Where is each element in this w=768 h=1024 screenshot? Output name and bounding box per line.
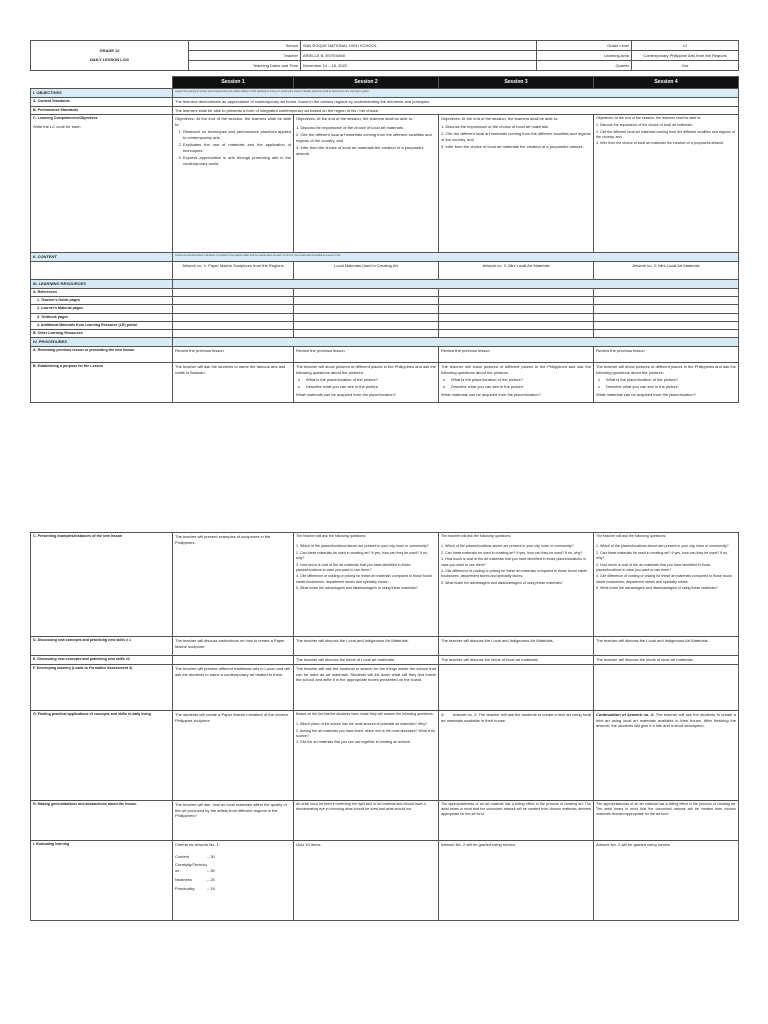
references-label: A. References [31,288,173,296]
list-item: ● Describe what you can see in the picture. [451,384,591,390]
competencies-s1-intro: Objectives: At the end of the session, the learners shall be able to: [175,116,291,128]
procedure-a-s2: Review the previous lesson [294,347,439,363]
list-item: 5. What is/are the advantage/s and disadvantage/s of using these materials? [596,586,718,591]
list-item: 2. Explicates the use of materials and the application of techniques. [183,142,291,154]
competencies-label-cell [31,115,173,253]
dates-value: November 14 – 18, 2022 [301,61,537,71]
procedure-i-s4: Artwork No. 2 will be graded using rubrics. [594,840,739,920]
procedure-g-s1: The students will create a Paper Mache miniature of the chosen Philippine sculpture. [173,710,294,800]
procedure-a-s4: Review the previous lesson [594,347,739,363]
criteria-name: Punctuality [175,885,195,891]
procedure-i-s1 [173,840,294,920]
competencies-s1 [173,115,294,253]
criteria-value: – 15 [207,885,215,891]
competencies-s4 [594,115,739,253]
list-item: 1. Which place of the school has the most amount of potential art materials? Why? [296,722,428,726]
content-note: Content is what the lesson is all about. It pertains to the subject matter that the teacher aims to teach. In the CG, the content can be tackled in a week or two. [173,253,739,262]
list-item: ● What is the place/location of the picture? [451,377,591,383]
list-item: 3. Cite the art materials that you can use together in creating an artwork. [296,740,412,745]
lesson-table-1 [30,76,739,403]
procedure-f-s1: The teacher will present different traditional arts in Luzon and will ask the students to name a contemporary art related to them. [173,664,294,710]
session-4-header: Session 4 [594,77,739,89]
procedure-h-s2: An artist must be keen in selecting the right kind of art material and should have a discriminating eye in choosing what should be used and what should not. [294,800,439,840]
list-marker: A. [441,711,445,717]
list-item: ● Describe what you can see in the picture. [306,384,436,390]
list-item: 2. Can these materials be used in creating art? If yes, how can they be used? If no, why? [596,550,729,560]
content-standards-label: A. Content Standards [31,97,173,106]
list-item: 3. How much is cost of the art materials that you have identified in those places/locations in case you want to use them? [596,562,711,572]
learning-area-label: Learning Area [537,51,632,61]
list-item: 3. Infer from the choice of local art materials the creation of a purposeful artwork. [296,145,424,157]
tg-pages-label: 1. Teacher's Guide pages [31,297,173,305]
procedure-f-label: F. Developing mastery (Leads to Formative Assessment 3) [31,664,173,710]
list-item: 1. Which of the places/locations above are present in your city, town or community? [296,544,429,549]
list-item: 1. Which of the places/locations above are present in your city, town or community? [596,544,729,549]
procedure-b-intro: The teacher will show pictures of different places in the Philippines and ask the following questions about the pictures: [596,364,736,375]
list-item: 2. Among the art materials you have listed, which one is the most abundant? What is its source? [296,728,436,738]
performance-standards-text: The learners shall be able to presents a form of integrated contemporary art based on the region of his / her choice. [173,106,739,115]
procedure-g-s2 [294,710,439,800]
list-item: 3. Express appreciation in arts through promoting arts in the contemporary world. [183,155,291,167]
procedure-b-intro: The teacher will show pictures of different places in the Philippines and ask the following questions about the pictures: [296,364,436,375]
objectives-note: support the learning of content and competencies and enable children to find significance and joy in learning the lessons. Weekly objectives shall be derived from the curriculum guides. [173,89,739,98]
competencies-s1-list [175,129,291,166]
school-value: SAN ROQUE NATIONAL HIGH SCHOOL [301,41,537,51]
criteria-value: – 30 [207,853,215,859]
dates-label: Teaching Dates and Time [189,61,301,71]
procedure-d-s2: The teacher will discuss the Local and Indigenous Art Materials. [294,637,439,656]
procedure-h-s1: The teacher will ask, how do local materials affect the quality of the art produced by the artists from different regions in the Philippines? [173,800,294,840]
procedure-c-label: C. Presenting examples/instances of the new lesson [31,533,173,637]
procedure-i-s2: Quiz 15 items [294,840,439,920]
procedure-b-s3 [439,363,594,403]
list-item: 3. How much is cost of the art materials that you have identified in those places/locations in case you want to use them? [296,562,411,572]
criteria-name: Creativity/Technique [175,862,207,874]
list-item: 2. Can these materials be used in creating art? If yes, how can they be used? If no, why? [441,550,583,555]
competencies-s4-intro: Objectives: At the end of the session, the learners shall be able to: [596,116,702,121]
grade-title: GRADE 12 [99,48,120,54]
criteria-value: – 30 [207,868,215,874]
content-s3: Artwork no. 2: Mini Local Art Materials [439,262,594,280]
procedure-g-s4 [594,710,739,800]
criteria-title: Criteria for Artwork No. 1: [175,841,220,847]
list-item: 3. Infer from the choice of local art materials the creation of a purposeful artwork. [596,141,725,146]
procedure-g-s4-text: The teacher will ask the students to create a mini art using local art materials available in their house. After finishing the artwork, the students will give it a title and a short description. [596,711,737,729]
procedure-h-s4: The appropriateness of an art material has a telling effect in the process of creating art. The artist bears in mind that the conceived artwork will be created from chosen materials deemed appropriate for the art form. [594,800,739,840]
session-3-header: Session 3 [439,77,594,89]
grade-level-value: 12 [632,41,739,51]
learning-area-value: Contemporary Philippine Arts from the Regions [632,51,739,61]
procedure-d-s3: The teacher will discuss the Local and Indigenous Art Materials. [439,637,594,656]
criteria-name: Neatness [175,876,192,882]
procedure-h-label: H. Making generalizations and abstractions about the lesson [31,800,173,840]
continuation-heading: Continuation of Artwork no. 2: [596,711,655,717]
list-item: ● Describe what you can see in the picture. [606,384,736,390]
content-s1: Artwork no. 1: Paper Mache Sculptures from the Regions [173,262,294,280]
procedure-i-label: I. Evaluating learning [31,840,173,920]
competencies-s3-intro: Objectives: At the end of the session, the learners shall be able to: [441,116,559,122]
session-header-row [31,77,739,89]
list-item: 2. Cite the different local art materials coming from the different localities and regions of the country, and [596,129,735,139]
procedure-b-q3: What materials can be acquired from the place/location? [441,391,541,397]
competencies-s3 [439,115,594,253]
procedure-c-intro: The teacher will ask the following questions: [296,534,367,538]
lesson-log-page-1 [30,40,738,403]
lesson-log-page-2 [30,532,738,921]
procedure-e-s4: The teacher will discuss the kinds of local art materials. [594,656,739,665]
log-title: DAILY LESSON LOG [90,57,129,62]
criteria-row [175,886,291,892]
teacher-label: Teacher [189,51,301,61]
content-s2: Local Materials Used in Creating Art [294,262,439,280]
competencies-s2 [294,115,439,253]
list-item: 4. Cite difference of costing or pricing for these art materials compared to those found inside bookstores, department stores and specialty stores. [296,574,432,584]
procedure-c-intro: The teacher will ask the following questions: [441,534,512,538]
list-item: 4. Cite difference of costing or pricing for these art materials compared to those found inside bookstores, department stores and specialty stores. [596,574,732,584]
content-label: II. CONTENT [31,253,173,262]
criteria-row [175,877,291,883]
objectives-label: I. OBJECTIVES [31,89,173,98]
performance-standards-label: B. Performance Standards [31,106,173,115]
procedure-a-s3: Review the previous lesson [439,347,594,363]
criteria-row [175,862,291,874]
content-standards-text: The learners demonstrate an appreciation of contemporary art forms, found in the various regions by understanding the elements and principles. [173,97,739,106]
session-2-header: Session 2 [294,77,439,89]
list-item: 1. Discuss the importance of the choice of local art materials. [596,122,693,127]
content-s4: Artwork no. 2: Mini Local Art Materials [594,262,739,280]
criteria-name: Content [175,853,190,859]
list-item: ● What is the place/location of the picture? [306,377,436,383]
criteria-value: – 25 [207,876,215,882]
list-item: 2. Cite the different local art materials coming from the different localities and regions of the country, and [441,130,591,142]
textbook-pages-label: 3. Textbook pages [31,313,173,321]
header-table [30,40,739,71]
procedure-i-s3: Artwork No. 2 will be graded using rubrics. [439,840,594,920]
procedure-e-label: E. Discussing new concepts and practicing new skills #2 [31,656,173,665]
competencies-sub: Write the LC code for each [33,123,81,129]
procedure-b-s2 [294,363,439,403]
lm-pages-label: 2. Learner's Material pages [31,305,173,313]
list-item: 5. What is/are the advantage/s and disadvantage/s of using these materials? [441,580,563,585]
procedure-b-q3: What materials can be acquired from the place/location? [596,391,696,397]
procedure-c-s3 [439,533,594,637]
list-item: 1. Discuss the importance of the choice of local art materials. [441,123,549,129]
procedure-b-intro: The teacher will show pictures of different places in the Philippines and ask the following questions about the pictures: [441,364,591,375]
list-item: 4. Cite difference of costing or pricing for these art materials compared to those found inside bookstores, department stores and specialty stores. [441,569,588,579]
procedure-h-s3: The appropriateness of an art material has a telling effect in the process of creating art. The artist bears in mind that the conceived artwork will be created from chosen materials deemed appropriate for the art form. [439,800,594,840]
procedure-d-label: D. Discussing new concepts and practicing new skills # 1 [31,637,173,656]
procedure-f-s2: The teacher will ask the students to search for the things inside the school that can be used as art materials. Students will list down what will they find inside the school and write it in the appropriate boxes presented on the board. [294,664,439,710]
list-item: 3. How much is cost of the art materials that you have identified in those places/locations in case you want to use them? [441,557,586,567]
procedure-g-s3-text: Artwork no. 2: The teacher will ask the students to create a mini art using local art materials available in their house. [441,711,591,723]
list-item: 1. Which of the places/locations above are present in your city, town or community? [441,544,574,549]
procedure-g-s3 [439,710,594,800]
teacher-value: ARIELLE B. ESTEVANI [301,51,537,61]
procedure-c-s4 [594,533,739,637]
quarter-label: Quarter [537,61,632,71]
other-resources-label: B. Other Learning Resources [31,330,173,338]
procedure-d-s1: The teacher will discuss instructions on how to create a Paper Mache sculpture. [173,637,294,656]
session-1-header: Session 1 [173,77,294,89]
list-item: 1. Research on techniques and performance practices applied to contemporary arts. [183,129,291,141]
procedure-g-label: G. Finding practical applications of concepts and skills in daily living [31,710,173,800]
grade-level-label: Grade Level [537,41,632,51]
list-item: 2. Can these materials be used in creating art? If yes, how can they be used? If no, why? [296,550,429,560]
criteria-row [175,854,291,860]
competencies-s2-intro: Objectives: At the end of the session, the learners shall be able to: [296,116,414,122]
procedure-b-q3: What materials can be acquired from the place/location? [296,391,396,397]
list-item: 5. What is/are the advantage/s and disadvantage/s of using these materials? [296,586,418,591]
lr-portal-label: 4. Additional Materials from Learning Resource (LR) portal [31,321,173,329]
competencies-label: C. Learning Competencies/Objectives [33,116,98,121]
procedure-b-s1: The teacher will ask the students to name the famous arts and crafts in Bulacan. [173,363,294,403]
list-item: 2. Cite the different local art materials coming from the different localities and regions of the country, and [296,132,432,144]
procedure-c-s2 [294,533,439,637]
quarter-value: 2nd [632,61,739,71]
lesson-table-2 [30,532,739,921]
title-cell [31,41,189,71]
list-item: 3. Infer from the choice of local art materials the creation of a purposeful artwork. [441,143,584,149]
procedure-b-s4 [594,363,739,403]
procedure-e-s2: The teacher will discuss the kinds of Local art materials. [294,656,439,665]
list-item: ● What is the place/location of the picture? [606,377,736,383]
procedure-a-label: A. Reviewing previous lesson or presenting the new lesson [31,347,173,363]
procedure-d-s4: The teacher will discuss the Local and Indigenous Art Materials. [594,637,739,656]
procedure-g-intro: Based on the list that the students have made they will answer the following questions: [296,711,434,716]
procedure-a-s1: Review the previous lesson [173,347,294,363]
procedure-c-s1: The teacher will present examples of sculptures in the Philippines. [173,533,294,637]
list-item: 1. Discuss the importance of the choice of local art materials. [296,125,404,131]
procedures-label: IV. PROCEDURES [31,338,173,347]
resources-label: III. LEARNING RESOURCES [31,280,173,289]
procedure-c-intro: The teacher will ask the following questions: [596,534,667,538]
procedure-b-label: B. Establishing a purpose for the Lesson [31,363,173,403]
school-label: School [189,41,301,51]
procedure-e-s3: The teacher will discuss the kinds of local art materials. [439,656,594,665]
